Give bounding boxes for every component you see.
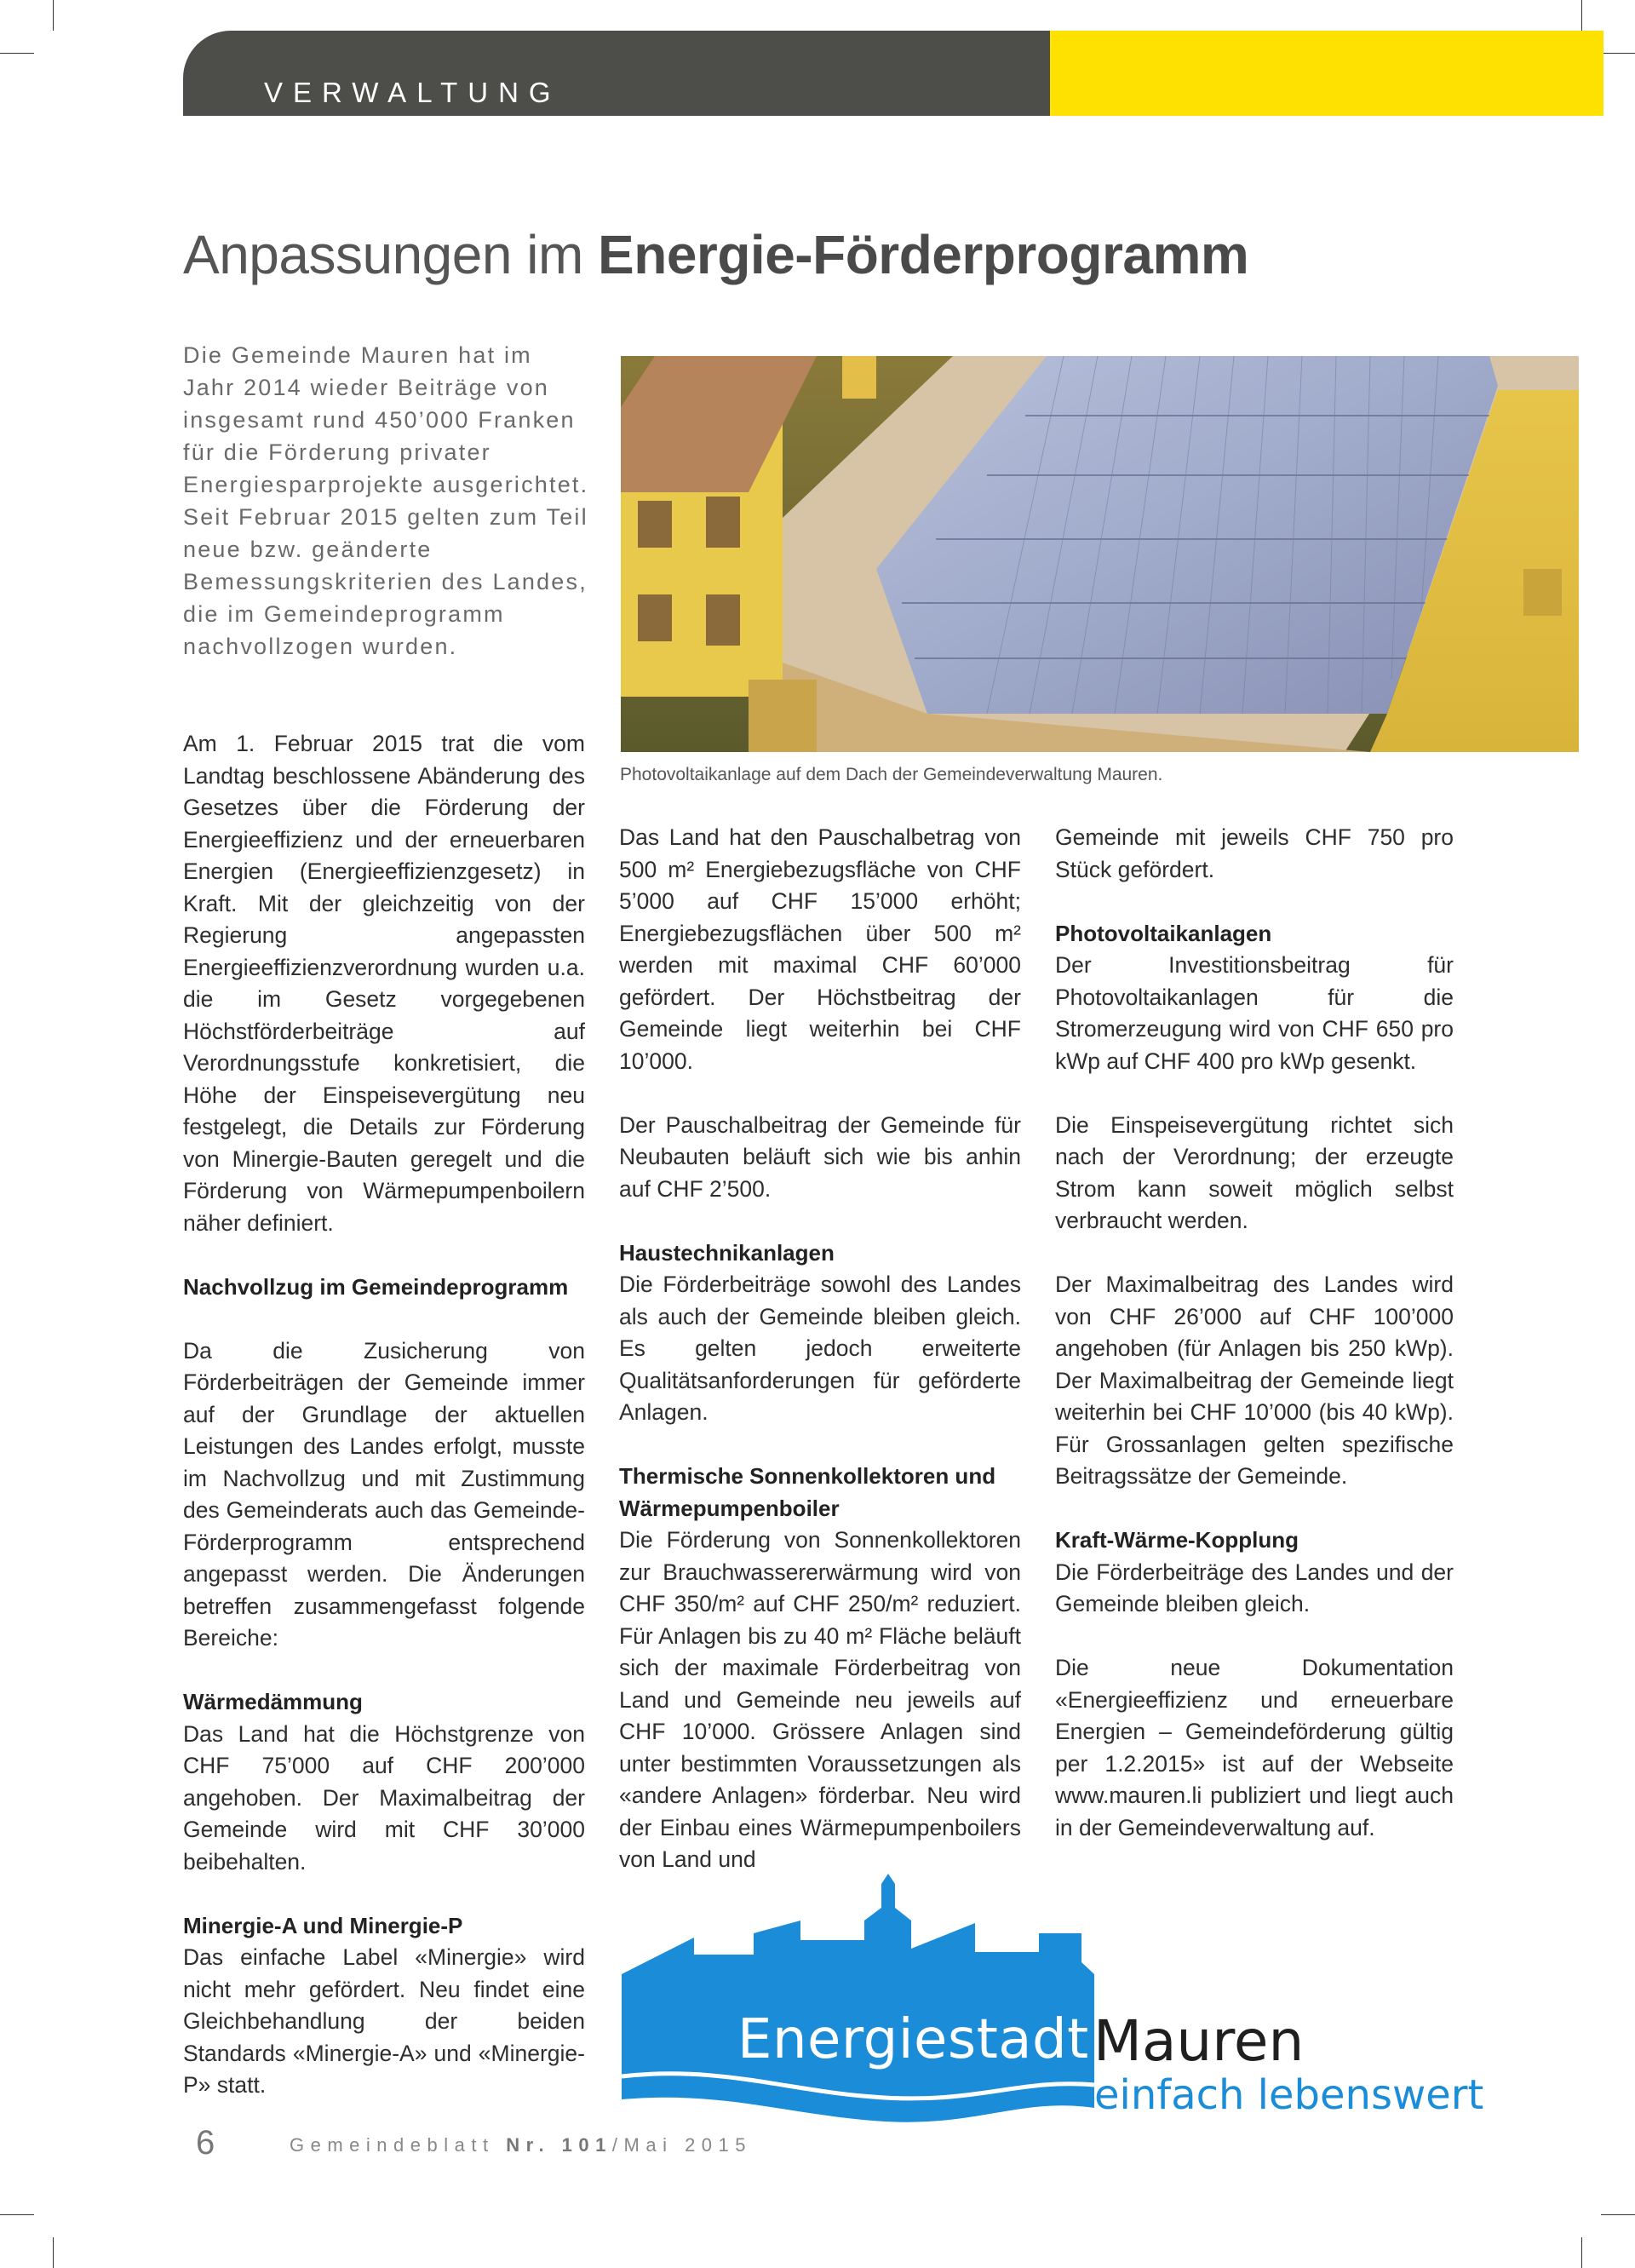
subheading: Photovoltaikanlagen xyxy=(1055,920,1272,946)
crop-mark xyxy=(1581,2237,1582,2268)
paragraph: Das einfache Label «Minergie» wird nicht mehr gefördert. Neu findet eine Gleichbehandlung der beiden Standards «Minergie-A» und «Minergie-P» statt. xyxy=(183,1944,585,2098)
section-label: VERWALTUNG xyxy=(264,77,561,108)
photovoltaic-illustration xyxy=(621,356,1579,752)
footer-publication xyxy=(290,2134,752,2156)
crop-mark xyxy=(53,2237,54,2268)
column-1 xyxy=(183,728,585,2133)
logo-tagline: einfach lebenswert xyxy=(1094,2071,1484,2119)
issue-label: Nr. 101 xyxy=(506,2134,612,2156)
paragraph: Das Land hat den Pauschalbetrag von 500 m² Energiebezugsfläche von CHF 5’000 auf CHF 15’000 erhöht; Energiebezugsflächen über 500 m² werden mit maximal CHF 60’000 gefördert. Der Höchstbeitrag der Gemeinde liegt weiterhin bei CHF 10’000. xyxy=(619,824,1021,1074)
column-2 xyxy=(619,822,1021,1908)
photo-caption: Photovoltaikanlage auf dem Dach der Gemeindeverwaltung Mauren. xyxy=(620,765,1163,784)
page-number: 6 xyxy=(196,2124,215,2162)
crop-mark xyxy=(0,2214,34,2215)
issue-date: /Mai 2015 xyxy=(611,2134,753,2156)
subheading: Nachvollzug im Gemeindeprogramm xyxy=(183,1273,569,1300)
crop-mark xyxy=(1601,53,1635,54)
title-prefix: Anpassungen im xyxy=(183,224,583,285)
column-3 xyxy=(1055,822,1454,1876)
paragraph: Am 1. Februar 2015 trat die vom Landtag beschlossene Abänderung des Gesetzes über die Förderung der Energieeffizienz und der erneuerbaren Energien (Energieeffizienzgesetz) in Kraft. Mit der gleichzeitig von der Regierung angepassten Energieeffizienzverordnung wurden u.a. die im Gesetz vorgegebenen Höchstförderbeiträge auf Verordnungsstufe konkretisiert, die Höhe der Einspeisevergütung neu festgelegt, die Details zur Förderung von Minergie-Bauten geregelt und die Förderung von Wärmepumpenboilern näher definiert. xyxy=(183,731,585,1236)
subheading: Minergie-A und Minergie-P xyxy=(183,1912,463,1938)
paragraph: Der Maximalbeitrag des Landes wird von CHF 26’000 auf CHF 100’000 angehoben (für Anlagen bis 250 kWp). Der Maximalbeitrag der Gemeinde liegt weiterhin bei CHF 10’000 (bis 40 kWp). Für Grossanlagen gelten spezifische Beitragssätze der Gemeinde. xyxy=(1055,1272,1454,1489)
section-band-accent xyxy=(1050,31,1603,116)
publication-name: Gemeindeblatt xyxy=(290,2134,495,2156)
paragraph: Die Einspeisevergütung richtet sich nach der Verordnung; der erzeugte Strom kann soweit möglich selbst verbraucht werden. xyxy=(1055,1111,1454,1233)
paragraph: Das Land hat die Höchstgrenze von CHF 75’000 auf CHF 200’000 angehoben. Der Maximalbeitrag der Gemeinde wird mit CHF 30’000 beibehalten. xyxy=(183,1720,585,1875)
subheading: Thermische Sonnenkollektoren und Wärmepumpenboiler xyxy=(619,1463,996,1521)
paragraph: Die Förderung von Sonnenkollektoren zur Brauchwassererwärmung wird von CHF 350/m² auf CHF 250/m² reduziert. Für Anlagen bis zu 40 m² Fläche beläuft sich der maximale Förderbeitrag von Land und Gemeinde neu jeweils auf CHF 10’000. Grössere Anlagen sind unter bestimmten Voraussetzungen als «andere Anlagen» förderbar. Neu wird der Einbau eines Wärmepumpenboilers von Land und xyxy=(619,1527,1021,1872)
logo-word-energiestadt: Energiestadt xyxy=(737,2008,1089,2071)
subheading: Wärmedämmung xyxy=(183,1689,363,1714)
crop-mark xyxy=(1601,2214,1635,2215)
paragraph: Die Förderbeiträge des Landes und der Gemeinde bleiben gleich. xyxy=(1055,1559,1454,1616)
crop-mark xyxy=(0,53,34,54)
page-title xyxy=(183,223,1248,286)
paragraph: Die neue Dokumentation «Energieeffizienz und erneuerbare Energien – Gemeindeförderung gültig per 1.2.2015» ist auf der Webseite www.mauren.li publiziert und liegt auch in der Gemeindeverwaltung auf. xyxy=(1055,1655,1454,1840)
photovoltaic-photo xyxy=(621,356,1579,752)
subheading: Kraft-Wärme-Kopplung xyxy=(1055,1527,1299,1553)
logo-word-mauren: Mauren xyxy=(1093,2008,1305,2074)
crop-mark xyxy=(1581,0,1582,31)
lead-paragraph: Die Gemeinde Mauren hat im Jahr 2014 wieder Beiträge von insgesamt rund 450’000 Franken für die Förderung privater Energiesparprojekte ausgerichtet. Seit Februar 2015 gelten zum Teil neue bzw. geänderte Bemessungskriterien des Landes, die im Gemeindeprogramm nachvollzogen wurden. xyxy=(183,342,589,659)
paragraph: Die Förderbeiträge sowohl des Landes als auch der Gemeinde bleiben gleich. Es gelten jedoch erweiterte Qualitätsanforderungen für geförderte Anlagen. xyxy=(619,1272,1021,1425)
paragraph: Da die Zusicherung von Förderbeiträgen der Gemeinde immer auf der Grundlage der aktuellen Leistungen des Landes erfolgt, musste im Nachvollzug und mit Zustimmung des Gemeinderats auch das Gemeinde-Förderprogramm entsprechend angepasst werden. Die Änderungen betreffen zusammengefasst folgende Bereiche: xyxy=(183,1337,585,1651)
crop-mark xyxy=(53,0,54,31)
paragraph: Der Pauschalbeitrag der Gemeinde für Neubauten beläuft sich wie bis anhin auf CHF 2’500. xyxy=(619,1111,1021,1202)
title-bold: Energie-Förderprogramm xyxy=(598,224,1249,285)
subheading: Haustechnikanlagen xyxy=(619,1239,835,1266)
paragraph: Gemeinde mit jeweils CHF 750 pro Stück gefördert. xyxy=(1055,824,1454,882)
paragraph: Der Investitionsbeitrag für Photovoltaikanlagen für die Stromerzeugung wird von CHF 650 pro kWp auf CHF 400 pro kWp gesenkt. xyxy=(1055,952,1454,1074)
